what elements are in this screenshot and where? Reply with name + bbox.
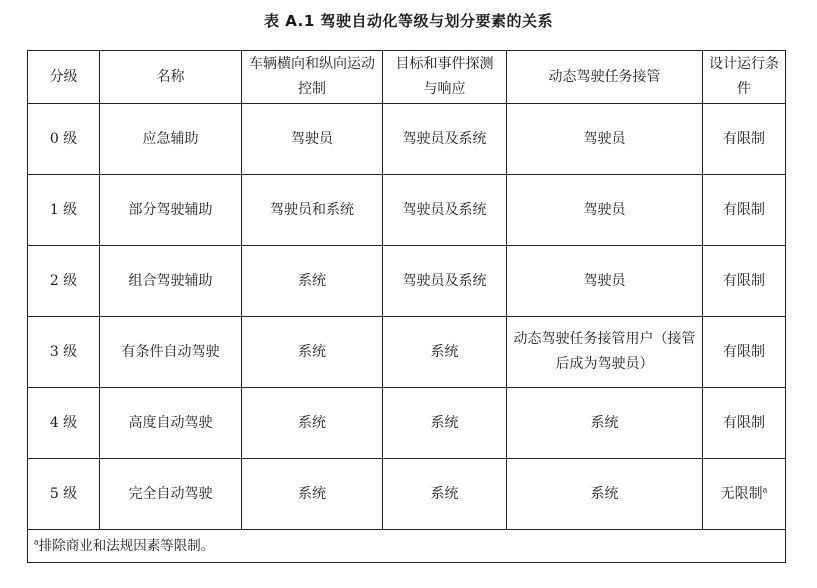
cell-ddt-fallback: 驾驶员 xyxy=(507,246,703,317)
table-row xyxy=(28,459,786,530)
cell-name: 有条件自动驾驶 xyxy=(100,317,242,388)
cell-level: 3 级 xyxy=(28,317,100,388)
cell-motion-control: 驾驶员 xyxy=(242,104,383,175)
cell-ddt-fallback: 系统 xyxy=(507,459,703,530)
cell-odd-text: 无限制 xyxy=(720,485,763,502)
cell-odd: 有限制 xyxy=(703,104,786,175)
footnote-text: 排除商业和法规因素等限制。 xyxy=(38,537,215,554)
cell-ddt-fallback: 驾驶员 xyxy=(507,175,703,246)
cell-ddt-fallback: 驾驶员 xyxy=(507,104,703,175)
automation-levels-table xyxy=(27,50,786,563)
cell-motion-control: 系统 xyxy=(242,388,383,459)
cell-motion-control: 驾驶员和系统 xyxy=(242,175,383,246)
table-row xyxy=(28,388,786,459)
header-motion-control: 车辆横向和纵向运动控制 xyxy=(242,51,383,104)
table-caption: 表 A.1 驾驶自动化等级与划分要素的关系 xyxy=(264,12,553,30)
cell-odd xyxy=(703,459,786,530)
footnote-cell xyxy=(28,530,786,563)
header-level: 分级 xyxy=(28,51,100,104)
cell-odd: 有限制 xyxy=(703,388,786,459)
cell-odd: 有限制 xyxy=(703,175,786,246)
cell-odd: 有限制 xyxy=(703,317,786,388)
cell-level: 5 级 xyxy=(28,459,100,530)
footnote-row xyxy=(28,530,786,563)
table-row xyxy=(28,317,786,388)
cell-name: 应急辅助 xyxy=(100,104,242,175)
cell-name: 部分驾驶辅助 xyxy=(100,175,242,246)
cell-motion-control: 系统 xyxy=(242,317,383,388)
cell-oedr: 系统 xyxy=(383,388,507,459)
header-ddt-fallback: 动态驾驶任务接管 xyxy=(507,51,703,104)
table-row xyxy=(28,104,786,175)
footnote-ref: a xyxy=(762,484,768,494)
header-row xyxy=(28,51,786,104)
cell-name: 高度自动驾驶 xyxy=(100,388,242,459)
cell-name: 完全自动驾驶 xyxy=(100,459,242,530)
header-name: 名称 xyxy=(100,51,242,104)
cell-motion-control: 系统 xyxy=(242,459,383,530)
cell-level: 0 级 xyxy=(28,104,100,175)
cell-odd: 有限制 xyxy=(703,246,786,317)
cell-oedr: 驾驶员及系统 xyxy=(383,246,507,317)
cell-ddt-fallback: 系统 xyxy=(507,388,703,459)
cell-level: 1 级 xyxy=(28,175,100,246)
cell-level: 2 级 xyxy=(28,246,100,317)
footnote-marker: a xyxy=(34,537,39,546)
header-odd: 设计运行条件 xyxy=(703,51,786,104)
cell-oedr: 驾驶员及系统 xyxy=(383,104,507,175)
header-oedr: 目标和事件探测与响应 xyxy=(383,51,507,104)
cell-ddt-fallback: 动态驾驶任务接管用户（接管后成为驾驶员） xyxy=(507,317,703,388)
table-row xyxy=(28,175,786,246)
cell-level: 4 级 xyxy=(28,388,100,459)
cell-oedr: 系统 xyxy=(383,317,507,388)
table-row xyxy=(28,246,786,317)
cell-oedr: 驾驶员及系统 xyxy=(383,175,507,246)
cell-name: 组合驾驶辅助 xyxy=(100,246,242,317)
cell-motion-control: 系统 xyxy=(242,246,383,317)
cell-oedr: 系统 xyxy=(383,459,507,530)
